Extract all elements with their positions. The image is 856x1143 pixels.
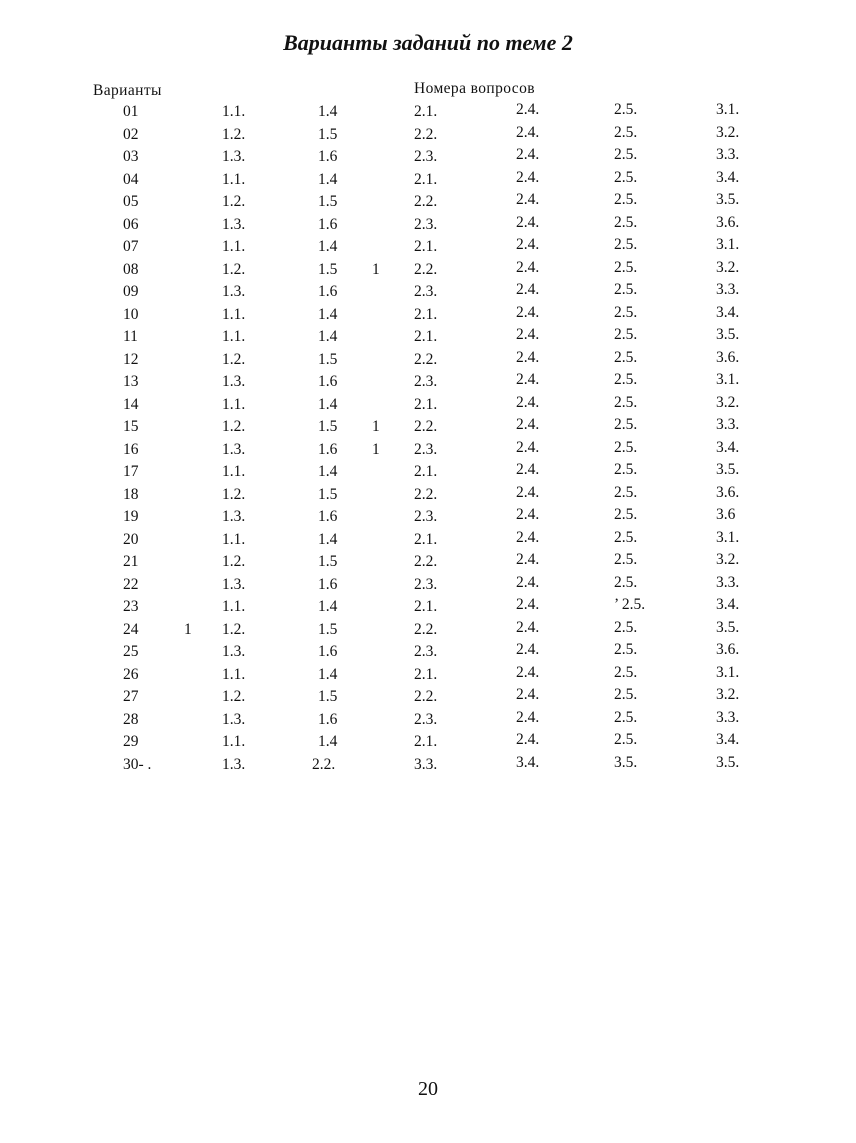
question-3: 2.2. bbox=[414, 125, 438, 143]
variant-number: 19 bbox=[123, 508, 139, 525]
question-4: 2.4. bbox=[516, 618, 540, 636]
variant-number: 29 bbox=[123, 733, 139, 750]
question-1: 1.1. bbox=[222, 238, 246, 255]
question-3: 2.3. bbox=[414, 710, 438, 728]
question-5: 2.5. bbox=[614, 371, 638, 388]
question-4: 2.4. bbox=[516, 438, 540, 456]
variant-number: 25 bbox=[123, 643, 139, 660]
question-5: 2.5. bbox=[614, 506, 638, 523]
question-4: 2.4. bbox=[516, 303, 540, 321]
question-3: 2.1. bbox=[414, 395, 438, 413]
question-3: 2.2. bbox=[414, 688, 438, 705]
question-5: 2.5. bbox=[614, 416, 638, 433]
question-6: 3.3. bbox=[716, 281, 740, 298]
question-3: 2.2. bbox=[414, 418, 438, 435]
variant-number: 03 bbox=[123, 148, 139, 165]
variant-number: 15 bbox=[123, 418, 139, 435]
question-4: 2.4. bbox=[516, 708, 540, 726]
question-1: 1.2. bbox=[222, 485, 246, 503]
question-4: 2.4. bbox=[516, 393, 540, 411]
question-4: 2.4. bbox=[516, 483, 540, 501]
question-4: 2.4. bbox=[516, 551, 540, 568]
question-5: 2.5. bbox=[614, 101, 638, 118]
question-2: 1.6 bbox=[318, 710, 338, 728]
question-2: 1.5 bbox=[318, 193, 338, 210]
question-2: 1.4 bbox=[318, 305, 338, 323]
page-number: 20 bbox=[418, 1078, 438, 1100]
question-2: 1.5 bbox=[318, 620, 338, 638]
variant-number: 26 bbox=[123, 665, 139, 683]
question-3: 2.2. bbox=[414, 620, 438, 638]
question-5: 2.5. bbox=[614, 663, 638, 681]
question-3: 2.2. bbox=[414, 193, 438, 210]
question-2: 1.5 bbox=[318, 553, 338, 570]
question-4: 3.4. bbox=[516, 753, 540, 771]
question-1: 1.2. bbox=[222, 193, 246, 210]
question-3: 2.1. bbox=[414, 170, 438, 188]
question-4: 2.4. bbox=[516, 236, 540, 253]
question-3: 2.1. bbox=[414, 103, 438, 120]
question-6: 3.6. bbox=[716, 641, 740, 658]
variant-number: 08 bbox=[123, 260, 139, 278]
question-3: 2.1. bbox=[414, 665, 438, 683]
question-4: 2.4. bbox=[516, 686, 540, 703]
table-row bbox=[0, 619, 856, 642]
question-1: 1.3. bbox=[222, 215, 246, 233]
page-title: Варианты заданий по теме 2 bbox=[283, 30, 573, 55]
table-row bbox=[0, 259, 856, 282]
question-2: 1.6 bbox=[318, 283, 338, 300]
question-6: 3.1. bbox=[716, 236, 740, 253]
question-1: 1.1. bbox=[222, 170, 246, 188]
question-6: 3.5. bbox=[716, 326, 740, 343]
question-6: 3.5. bbox=[716, 618, 740, 636]
question-1: 1.2. bbox=[222, 260, 246, 278]
question-5: 2.5. bbox=[614, 438, 638, 456]
question-3: 2.3. bbox=[414, 508, 438, 525]
question-4: 2.4. bbox=[516, 168, 540, 186]
table-row bbox=[0, 506, 856, 529]
question-5: 2.5. bbox=[614, 213, 638, 231]
question-5: 2.5. bbox=[614, 731, 638, 748]
question-6: 3.1. bbox=[716, 663, 740, 681]
table-row bbox=[0, 529, 856, 552]
table-row bbox=[0, 754, 856, 777]
question-6: 3.6. bbox=[716, 483, 740, 501]
question-5: 2.5. bbox=[614, 123, 638, 141]
table-row bbox=[0, 191, 856, 214]
table-row bbox=[0, 641, 856, 664]
question-1: 1.2. bbox=[222, 418, 246, 435]
question-1: 1.1. bbox=[222, 305, 246, 323]
question-2: 1.6 bbox=[318, 440, 338, 458]
table-row bbox=[0, 146, 856, 169]
question-5: 2.5. bbox=[614, 573, 638, 591]
question-3: 3.3. bbox=[414, 755, 438, 773]
question-2: 1.4 bbox=[318, 598, 338, 615]
table-row bbox=[0, 101, 856, 124]
question-4: 2.4. bbox=[516, 123, 540, 141]
question-6: 3.4. bbox=[716, 303, 740, 321]
question-6: 3.3. bbox=[716, 708, 740, 726]
question-1: 1.2. bbox=[222, 688, 246, 705]
question-6: 3.2. bbox=[716, 393, 740, 411]
question-2: 1.4 bbox=[318, 238, 338, 255]
question-2: 1.4 bbox=[318, 170, 338, 188]
question-1: 1.3. bbox=[222, 710, 246, 728]
question-6: 3.4. bbox=[716, 438, 740, 456]
question-2: 1.5 bbox=[318, 418, 338, 435]
table-row bbox=[0, 124, 856, 147]
question-3: 2.1. bbox=[414, 463, 438, 480]
question-4: 2.4. bbox=[516, 146, 540, 163]
question-4: 2.4. bbox=[516, 596, 540, 613]
question-5: 2.5. bbox=[614, 461, 638, 478]
variants-column-header: Варианты bbox=[93, 82, 162, 99]
question-5: 2.5. bbox=[614, 236, 638, 253]
variant-number: 04 bbox=[123, 170, 139, 188]
question-1: 1.3. bbox=[222, 755, 246, 773]
question-3: 2.2. bbox=[414, 350, 438, 368]
question-4: 2.4. bbox=[516, 461, 540, 478]
question-1: 1.3. bbox=[222, 440, 246, 458]
question-3: 2.1. bbox=[414, 733, 438, 750]
question-5: 2.5. bbox=[614, 168, 638, 186]
variant-number: 06 bbox=[123, 215, 139, 233]
margin-mark: 1 bbox=[372, 260, 380, 278]
question-2: 1.5 bbox=[318, 485, 338, 503]
question-5: 2.5. bbox=[614, 528, 638, 546]
question-6: 3.4. bbox=[716, 731, 740, 748]
table-row bbox=[0, 439, 856, 462]
variant-number: 02 bbox=[123, 125, 139, 143]
variant-number: 24 bbox=[123, 620, 139, 638]
question-4: 2.4. bbox=[516, 101, 540, 118]
question-6: 3.2. bbox=[716, 686, 740, 703]
question-2: 1.4 bbox=[318, 665, 338, 683]
question-2: 1.6 bbox=[318, 575, 338, 593]
question-1: 1.3. bbox=[222, 283, 246, 300]
table-row bbox=[0, 326, 856, 349]
questions-column-header: Номера вопросов bbox=[414, 80, 535, 97]
table-row bbox=[0, 349, 856, 372]
question-1: 1.2. bbox=[222, 350, 246, 368]
question-1: 1.2. bbox=[222, 553, 246, 570]
question-4: 2.4. bbox=[516, 213, 540, 231]
question-3: 2.2. bbox=[414, 260, 438, 278]
table-row bbox=[0, 461, 856, 484]
question-2: 1.5 bbox=[318, 260, 338, 278]
variant-number: 07 bbox=[123, 238, 139, 255]
question-1: 1.1. bbox=[222, 395, 246, 413]
question-3: 2.2. bbox=[414, 553, 438, 570]
question-5: 2.5. bbox=[614, 618, 638, 636]
table-row bbox=[0, 664, 856, 687]
table-row bbox=[0, 574, 856, 597]
question-5: ’ 2.5. bbox=[614, 596, 646, 613]
question-6: 3.2. bbox=[716, 551, 740, 568]
variant-number: 28 bbox=[123, 710, 139, 728]
question-1: 1.3. bbox=[222, 643, 246, 660]
question-2: 1.4 bbox=[318, 328, 338, 345]
variant-number: 05 bbox=[123, 193, 139, 210]
table-row bbox=[0, 686, 856, 709]
question-1: 1.1. bbox=[222, 598, 246, 615]
variant-number: 22 bbox=[123, 575, 139, 593]
question-1: 1.3. bbox=[222, 508, 246, 525]
variant-number: 13 bbox=[123, 373, 139, 390]
question-6: 3.6. bbox=[716, 348, 740, 366]
table-row bbox=[0, 416, 856, 439]
question-5: 2.5. bbox=[614, 641, 638, 658]
question-3: 2.2. bbox=[414, 485, 438, 503]
variants-table bbox=[0, 101, 856, 776]
table-row bbox=[0, 394, 856, 417]
question-5: 2.5. bbox=[614, 551, 638, 568]
table-row bbox=[0, 281, 856, 304]
variant-number: 11 bbox=[123, 328, 138, 345]
question-2: 1.4 bbox=[318, 530, 338, 548]
question-3: 2.3. bbox=[414, 575, 438, 593]
question-4: 2.4. bbox=[516, 258, 540, 276]
question-2: 1.5 bbox=[318, 125, 338, 143]
question-6: 3.5. bbox=[716, 461, 740, 478]
question-2: 1.4 bbox=[318, 463, 338, 480]
question-3: 2.3. bbox=[414, 215, 438, 233]
question-6: 3.5. bbox=[716, 191, 740, 208]
question-4: 2.4. bbox=[516, 191, 540, 208]
variant-number: 12 bbox=[123, 350, 139, 368]
question-4: 2.4. bbox=[516, 573, 540, 591]
table-row bbox=[0, 484, 856, 507]
question-5: 3.5. bbox=[614, 753, 638, 771]
question-4: 2.4. bbox=[516, 663, 540, 681]
question-4: 2.4. bbox=[516, 416, 540, 433]
question-4: 2.4. bbox=[516, 731, 540, 748]
variant-number: 18 bbox=[123, 485, 139, 503]
question-3: 2.3. bbox=[414, 643, 438, 660]
question-5: 2.5. bbox=[614, 686, 638, 703]
question-3: 2.3. bbox=[414, 283, 438, 300]
question-5: 2.5. bbox=[614, 348, 638, 366]
variant-number: 10 bbox=[123, 305, 139, 323]
question-1: 1.1. bbox=[222, 463, 246, 480]
question-3: 2.3. bbox=[414, 440, 438, 458]
variant-number: 27 bbox=[123, 688, 139, 705]
variant-number: 14 bbox=[123, 395, 139, 413]
question-2: 1.6 bbox=[318, 508, 338, 525]
question-5: 2.5. bbox=[614, 191, 638, 208]
question-1: 1.2. bbox=[222, 620, 246, 638]
margin-mark: 1 bbox=[184, 620, 192, 638]
question-2: 1.5 bbox=[318, 350, 338, 368]
table-row bbox=[0, 304, 856, 327]
table-row bbox=[0, 731, 856, 754]
question-6: 3.6 bbox=[716, 506, 736, 523]
question-1: 1.1. bbox=[222, 103, 246, 120]
question-1: 1.1. bbox=[222, 665, 246, 683]
question-6: 3.3. bbox=[716, 146, 740, 163]
question-6: 3.6. bbox=[716, 213, 740, 231]
table-row bbox=[0, 214, 856, 237]
question-6: 3.3. bbox=[716, 573, 740, 591]
question-4: 2.4. bbox=[516, 528, 540, 546]
question-5: 2.5. bbox=[614, 258, 638, 276]
question-6: 3.4. bbox=[716, 596, 740, 613]
question-2: 1.6 bbox=[318, 215, 338, 233]
question-1: 1.2. bbox=[222, 125, 246, 143]
table-row bbox=[0, 169, 856, 192]
variant-number: 17 bbox=[123, 463, 139, 480]
variant-number: 20 bbox=[123, 530, 139, 548]
margin-mark: 1 bbox=[372, 418, 380, 435]
table-row bbox=[0, 236, 856, 259]
question-6: 3.2. bbox=[716, 123, 740, 141]
question-4: 2.4. bbox=[516, 506, 540, 523]
question-3: 2.3. bbox=[414, 148, 438, 165]
table-row bbox=[0, 709, 856, 732]
question-1: 1.1. bbox=[222, 733, 246, 750]
variant-number: 23 bbox=[123, 598, 139, 615]
question-5: 2.5. bbox=[614, 708, 638, 726]
variant-number: 16 bbox=[123, 440, 139, 458]
question-5: 2.5. bbox=[614, 281, 638, 298]
question-1: 1.3. bbox=[222, 373, 246, 390]
question-5: 2.5. bbox=[614, 393, 638, 411]
table-row bbox=[0, 596, 856, 619]
question-2: 1.6 bbox=[318, 373, 338, 390]
margin-mark: 1 bbox=[372, 440, 380, 458]
question-3: 2.1. bbox=[414, 328, 438, 345]
question-2: 1.4 bbox=[318, 733, 338, 750]
question-2: 1.5 bbox=[318, 688, 338, 705]
question-3: 2.1. bbox=[414, 598, 438, 615]
question-4: 2.4. bbox=[516, 348, 540, 366]
question-4: 2.4. bbox=[516, 281, 540, 298]
question-5: 2.5. bbox=[614, 326, 638, 343]
question-3: 2.1. bbox=[414, 530, 438, 548]
question-1: 1.3. bbox=[222, 575, 246, 593]
question-1: 1.3. bbox=[222, 148, 246, 165]
variant-number: 09 bbox=[123, 283, 139, 300]
question-6: 3.5. bbox=[716, 753, 740, 771]
question-5: 2.5. bbox=[614, 146, 638, 163]
question-6: 3.2. bbox=[716, 258, 740, 276]
variant-number: 21 bbox=[123, 553, 139, 570]
question-6: 3.4. bbox=[716, 168, 740, 186]
question-2: 1.6 bbox=[318, 643, 338, 660]
variant-number: 30- . bbox=[123, 755, 152, 773]
variant-number: 01 bbox=[123, 103, 139, 120]
question-2: 1.6 bbox=[318, 148, 338, 165]
question-2: 1.4 bbox=[318, 395, 338, 413]
question-3: 2.1. bbox=[414, 238, 438, 255]
table-row bbox=[0, 371, 856, 394]
table-row bbox=[0, 551, 856, 574]
question-5: 2.5. bbox=[614, 483, 638, 501]
question-6: 3.1. bbox=[716, 101, 740, 118]
question-5: 2.5. bbox=[614, 303, 638, 321]
question-6: 3.1. bbox=[716, 371, 740, 388]
question-4: 2.4. bbox=[516, 326, 540, 343]
question-1: 1.1. bbox=[222, 530, 246, 548]
question-3: 2.1. bbox=[414, 305, 438, 323]
question-2: 1.4 bbox=[318, 103, 338, 120]
question-3: 2.3. bbox=[414, 373, 438, 390]
question-4: 2.4. bbox=[516, 371, 540, 388]
question-1: 1.1. bbox=[222, 328, 246, 345]
question-4: 2.4. bbox=[516, 641, 540, 658]
question-6: 3.1. bbox=[716, 528, 740, 546]
question-6: 3.3. bbox=[716, 416, 740, 433]
question-2: 2.2. bbox=[312, 755, 336, 773]
